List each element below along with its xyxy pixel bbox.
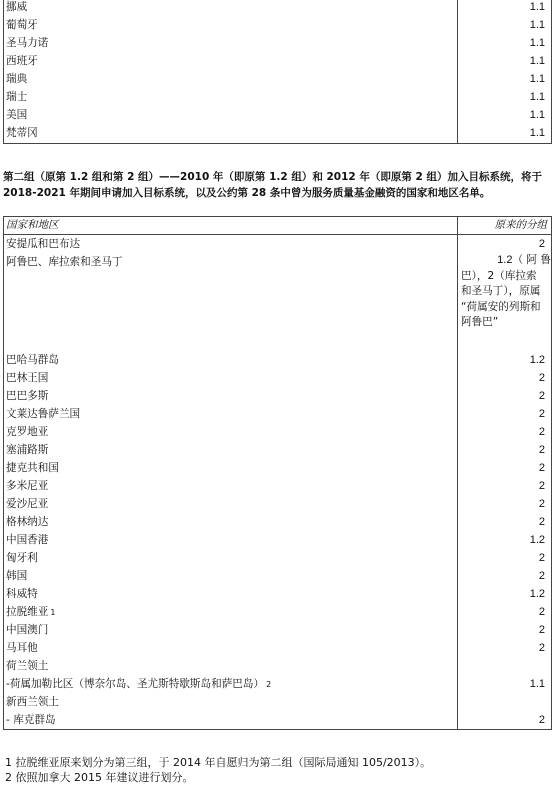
table-row	[4, 34, 551, 52]
note-text: 阿鲁巴”	[461, 316, 499, 328]
country-cell: - 库克群岛	[6, 714, 56, 726]
group-cell: 2	[538, 408, 545, 420]
note-text: （ 阿 鲁	[512, 254, 551, 266]
group-cell: 1.1	[529, 55, 545, 67]
country-name: -荷属加勒比区（博奈尔岛、圣尤斯特歇斯岛和萨巴岛）	[6, 678, 265, 690]
group-column-header: 原来的分组	[494, 219, 547, 231]
country-cell: 科威特	[6, 588, 38, 600]
table-row	[4, 459, 551, 477]
country-column-header: 国家和地区	[6, 219, 59, 231]
table-row	[4, 88, 551, 106]
table-row	[4, 513, 551, 531]
group-cell: 1.1	[529, 1, 545, 13]
group-cell: 1.2	[529, 588, 545, 600]
group-cell: 2	[538, 714, 545, 726]
table-row	[4, 405, 551, 423]
country-name: 拉脱维亚	[6, 606, 49, 618]
country-cell: 多米尼亚	[6, 480, 49, 492]
table-row	[4, 387, 551, 405]
country-cell: 荷兰领土	[6, 660, 49, 672]
country-cell: 瑞典	[6, 73, 28, 85]
table-header	[4, 217, 551, 235]
country-cell: 葡萄牙	[6, 19, 38, 31]
group-cell: 2	[538, 238, 545, 250]
country-cell: 巴林王国	[6, 372, 49, 384]
table-row	[4, 351, 551, 369]
note-text: “荷属安的列斯和	[461, 300, 541, 313]
table-row	[4, 567, 551, 585]
country-cell: 安提瓜和巴布达	[6, 238, 81, 250]
table-row	[4, 495, 551, 513]
note-text: 巴），2（库拉索	[461, 269, 537, 282]
group-cell: 2	[538, 624, 545, 636]
section-title	[3, 169, 553, 201]
country-cell: 格林纳达	[6, 516, 49, 528]
country-cell	[6, 675, 271, 694]
group-note-cell	[461, 253, 551, 331]
country-cell: 文莱达鲁萨兰国	[6, 408, 81, 420]
table-row	[4, 531, 551, 549]
table-row	[4, 52, 551, 70]
country-cell: 新西兰领土	[6, 696, 59, 708]
table-row	[4, 477, 551, 495]
table-row	[4, 369, 551, 387]
table-row	[4, 423, 551, 441]
country-cell: 梵蒂冈	[6, 127, 38, 139]
country-cell: 中国香港	[6, 534, 49, 546]
table-row	[4, 70, 551, 88]
group-cell: 1.1	[529, 73, 545, 85]
country-cell: 圣马力诺	[6, 37, 49, 49]
group-cell: 1.2	[529, 534, 545, 546]
country-cell: 韩国	[6, 570, 28, 582]
country-cell: 捷克共和国	[6, 462, 59, 474]
table-row	[4, 441, 551, 459]
previous-group-table	[3, 0, 552, 144]
country-cell	[6, 603, 55, 622]
table-row	[4, 693, 551, 711]
group-cell: 1.1	[529, 91, 545, 103]
footnote: 1 拉脱维亚原来划分为第三组，于 2014 年自愿归为第二组（国际局通知 105/2013）。	[5, 756, 432, 769]
group-cell: 2	[538, 642, 545, 654]
country-cell: 巴哈马群岛	[6, 354, 59, 366]
country-cell: 中国澳门	[6, 624, 49, 636]
group-cell: 2	[538, 372, 545, 384]
group-cell: 1.2	[529, 354, 545, 366]
group-cell: 1.1	[529, 109, 545, 121]
country-cell: 马耳他	[6, 642, 38, 654]
group-cell: 2	[538, 462, 545, 474]
table-row	[4, 603, 551, 621]
group-two-table	[3, 216, 552, 730]
section-title-line: 第二组（原第 1.2 组和第 2 组）——2010 年（即原第 1.2 组）和 2012 年（即原第 2 组）加入目标系统，将于	[3, 171, 542, 183]
table-row	[4, 675, 551, 693]
group-cell: 2	[538, 444, 545, 456]
country-cell: 克罗地亚	[6, 426, 49, 438]
table-row	[4, 657, 551, 675]
table-row	[4, 124, 551, 142]
table-row	[4, 549, 551, 567]
footnote-marker: 1	[50, 608, 56, 617]
table-row	[4, 621, 551, 639]
country-cell: 瑞士	[6, 91, 28, 103]
group-cell: 2	[538, 390, 545, 402]
group-cell: 2	[538, 606, 545, 618]
group-cell: 2	[538, 516, 545, 528]
country-cell: 挪威	[6, 1, 28, 13]
group-cell: 2	[538, 480, 545, 492]
group-cell: 1.1	[529, 678, 545, 690]
country-cell: 匈牙利	[6, 552, 38, 564]
group-cell: 1.1	[529, 37, 545, 49]
country-cell: 爱沙尼亚	[6, 498, 49, 510]
country-cell: 阿鲁巴、库拉索和圣马丁	[6, 256, 123, 268]
note-text: 和圣马丁），原属	[461, 285, 541, 297]
table-row	[4, 585, 551, 603]
table-row	[4, 711, 551, 729]
group-cell: 2	[538, 570, 545, 582]
table-row	[4, 235, 551, 253]
group-cell: 2	[538, 498, 545, 510]
table-row	[4, 16, 551, 34]
group-cell: 2	[538, 426, 545, 438]
table-row	[4, 106, 551, 124]
table-row	[4, 0, 551, 16]
group-cell: 2	[538, 552, 545, 564]
group-cell: 1.1	[529, 127, 545, 139]
country-cell: 塞浦路斯	[6, 444, 49, 456]
footnote: 2 依照加拿大 2015 年建议进行划分。	[5, 771, 194, 784]
section-title-line: 2018-2021 年期间申请加入目标系统，以及公约第 28 条中曾为服务质量基金融资的国家和地区名单。	[3, 187, 491, 199]
country-cell: 美国	[6, 109, 28, 121]
note-number: 1.2	[497, 254, 513, 266]
group-cell: 1.1	[529, 19, 545, 31]
country-cell: 西班牙	[6, 55, 38, 67]
country-cell: 巴巴多斯	[6, 390, 49, 402]
table-row	[4, 639, 551, 657]
footnote-marker: 2	[266, 680, 272, 689]
